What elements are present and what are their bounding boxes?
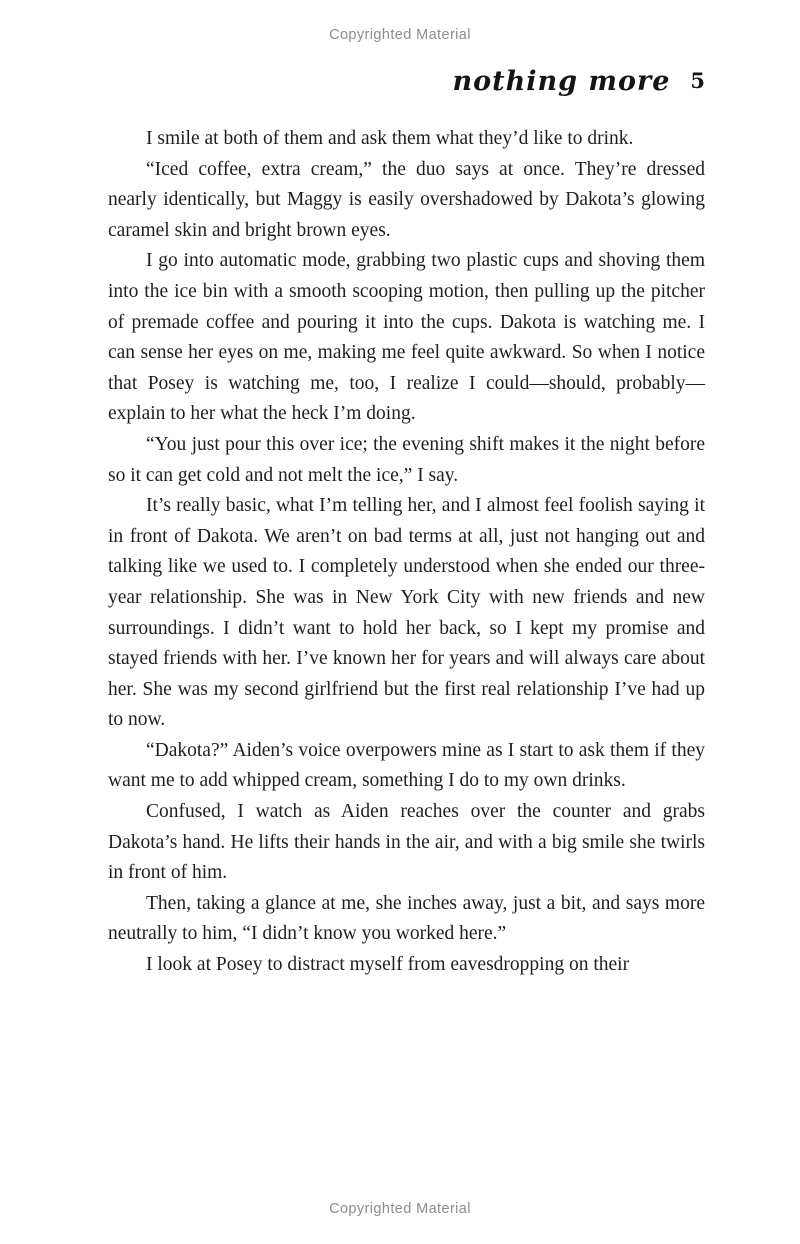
paragraph: Confused, I watch as Aiden reaches over the counter and grabs Dakota’s hand. He lifts their hands in the air, and with a big smile she twirls in front of him. [108, 801, 705, 884]
running-title: nothing more [452, 66, 671, 97]
running-header [108, 66, 705, 97]
paragraph: I go into automatic mode, grabbing two plastic cups and shoving them into the ice bin with a smooth scooping motion, then pulling up the pitcher of premade coffee and pouring it into the cups. Dakota is watching me. I can sense her eyes on me, making me feel quite awkward. So when I notice that Posey is watching me, too, I realize I could—should, probably—explain to her what the heck I’m doing. [108, 250, 705, 425]
body-text [108, 124, 705, 981]
copyright-notice-bottom: Copyrighted Material [329, 1201, 471, 1217]
paragraph: “Iced coffee, extra cream,” the duo says at once. They’re dressed nearly identically, but Maggy is easily overshadowed by Dakota’s glowing caramel skin and bright brown eyes. [108, 158, 705, 241]
paragraph: “Dakota?” Aiden’s voice overpowers mine as I start to ask them if they want me to add whipped cream, something I do to my own drinks. [108, 739, 705, 792]
paragraph: “You just pour this over ice; the evening shift makes it the night before so it can get cold and not melt the ice,” I say. [108, 433, 705, 486]
paragraph: I look at Posey to distract myself from eavesdropping on their [146, 954, 630, 976]
copyright-notice-top: Copyrighted Material [329, 27, 471, 43]
paragraph: It’s really basic, what I’m telling her, and I almost feel foolish saying it in front of Dakota. We aren’t on bad terms at all, just not hanging out and talking like we used to. I completely understood when she ended our three-year relationship. She was in New York City with new friends and new surroundings. I didn’t want to hold her back, so I kept my promise and stayed friends with her. I’ve known her for years and will always care about her. She was my second girlfriend but the first real relationship I’ve had up to now. [108, 495, 705, 731]
paragraph: Then, taking a glance at me, she inches away, just a bit, and says more neutrally to him, “I didn’t know you worked here.” [108, 892, 705, 945]
paragraph: I smile at both of them and ask them what they’d like to drink. [146, 128, 634, 149]
page-number: 5 [690, 68, 705, 93]
